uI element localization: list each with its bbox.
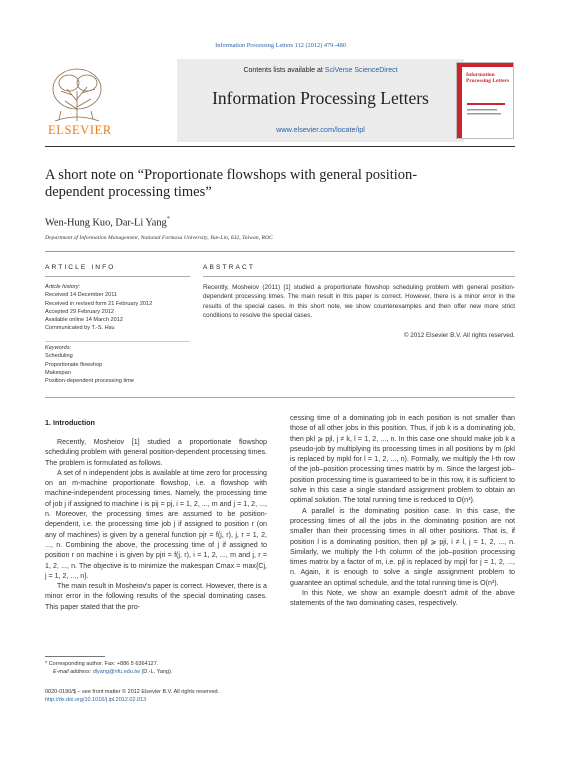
article-history (45, 283, 195, 333)
history-item: Received in revised form 21 February 2012 (45, 300, 153, 307)
article-title: A short note on “Proportionate flowshops with general position-dependent processing times” (45, 167, 418, 200)
contents-prefix: Contents lists available at (243, 67, 325, 74)
paragraph: A set of n independent jobs is available at time zero for processing on an m-machine proportionate flowshop, i.e. a flowshop with machine-independent processing times. Namely, the processing time of job j if assigned to machine i is pij = pj, i = 1, 2, ..., m and j = 1, 2, ..., n. Moreover, the processing times are assumed to be position-dependent, i.e. the processing time job j if assigned to position r (on any of machines) is given by a general function pjr = f(j, r), j, r = 1, 2, ..., n. Combining the above, the processing time of j if assigned to position r on machine i is given by pjri = f(j, r), i = 1, 2, ..., m and j, r = 1, 2, ..., n. The objective is to minimize the makespan Cmax = max{Cj, j = 1, 2, ..., n}. (45, 468, 267, 580)
article-info-rule (45, 276, 190, 277)
keywords-rule (45, 341, 190, 342)
history-item: Accepted 29 February 2012 (45, 308, 115, 315)
email-label: E-mail address: (53, 669, 92, 676)
keyword: Position-dependent processing time (45, 378, 134, 385)
history-label: Article history: (45, 284, 81, 290)
author-names: Wen-Hung Kuo, Dar-Li Yang (45, 217, 167, 229)
sciencedirect-link[interactable]: SciVerse ScienceDirect (324, 67, 398, 74)
article-info-heading: ARTICLE INFO (45, 264, 116, 271)
paragraph: cessing time of a dominating job in each position is not smaller than those of all other jobs in this position. Thus, if job k is a dominating job, then pkl ⩾ pjl, j ≠ k, l = 1, 2, ..., n. In this case one should make job k a pseudo-job by multiplying its processing times in all positions by m (pkl is replaced by mpkl for l = 1, 2, ..., n). Formally, we multiply the l-th row of the job–position processing times matrix by m. Since the largest job–position processing time is guaranteed to be in this row, it is sufficient to solve in this case a single standard assignment problem to obtain an optimal solution. The total running time is reduced to O(n³). (290, 414, 515, 505)
keywords (45, 344, 195, 385)
divider (45, 251, 515, 252)
abstract-rule (203, 276, 515, 277)
keyword: Makespan (45, 369, 71, 376)
history-item: Communicated by T.-S. Hsu (45, 325, 115, 332)
footnote (45, 660, 267, 677)
section-heading: 1. Introduction (45, 418, 95, 427)
page-footer (45, 688, 345, 705)
cover-title: Information Processing Letters (466, 72, 510, 84)
paragraph: A parallel is the dominating position case. In this case, the processing times of all the jobs in the dominating position are not smaller than their processing times in all other positions. That is, if position l is a dominating position, then pjl ⩾ pji, i ≠ l, j = 1, 2, ..., n. Similarly, we multiply the l-th column of the job–position processing times matrix by a factor of m, i.e. pjl is replaced by mpjl for j = 1, 2, ..., n. Again, it is enough to solve a single assignment problem to guarantee an optimal schedule, and the total running time is O(n³). (290, 506, 515, 587)
abstract-heading: ABSTRACT (203, 264, 255, 271)
body-column-right (290, 413, 515, 609)
journal-masthead (47, 59, 513, 142)
body-column-left (45, 437, 267, 612)
paragraph: The main result in Mosheiov's paper is correct. However, there is a minor error in the following results of the special dominating cases. This paper stated that the pro- (45, 582, 267, 611)
email-line (45, 668, 267, 676)
corresponding-author-mark[interactable]: * (166, 215, 171, 223)
history-item: Received 14 December 2011 (45, 292, 118, 299)
abstract-text: Recently, Mosheiov (2011) [1] studied a proportionate flowshop scheduling problem with general position-dependent processing times. The main result in this paper is correct. However, there is a minor error in the results of the special cases. In this short note, we show counterexamples and then offer new more strict conditions to resolve the special cases. (203, 284, 515, 319)
journal-cover-thumbnail (456, 62, 514, 139)
doi-link[interactable]: http://dx.doi.org/10.1016/j.ipl.2012.02.013 (45, 697, 147, 704)
history-item: Available online 14 March 2012 (45, 317, 123, 324)
journal-url-link[interactable]: www.elsevier.com/locate/ipl (276, 125, 365, 134)
affiliation: Department of Information Management, National Formosa University, Yun-Lin, 632, Taiwan, ROC (45, 235, 273, 241)
divider (45, 397, 515, 398)
journal-title: Information Processing Letters (212, 88, 429, 108)
paragraph: Recently, Mosheiov [1] studied a proportionate flowshop scheduling problem with general position-dependent processing times. The problem is formulated as follows. (45, 438, 267, 467)
elsevier-wordmark: ELSEVIER (48, 123, 112, 137)
keyword: Scheduling (45, 353, 73, 360)
footnote-rule (45, 656, 105, 657)
contents-line (177, 67, 464, 74)
email-name: (D.-L. Yang). (141, 669, 173, 676)
paragraph: In this Note, we show an example doesn't admit of the above statements of the two dominating cases, respectively. (290, 589, 515, 608)
abstract-copyright: © 2012 Elsevier B.V. All rights reserved. (403, 332, 515, 339)
corresponding-author-note: * Corresponding author. Fax: +886 5 6364127. (45, 661, 159, 667)
author-line (45, 215, 170, 228)
header-rule (45, 146, 515, 147)
email-link[interactable]: dlyang@nfu.edu.tw (92, 669, 140, 676)
keywords-label: Keywords: (45, 345, 72, 351)
keyword: Proportionate flowshop (45, 361, 103, 368)
issn-line: 0020-0190/$ – see front matter © 2012 Elsevier B.V. All rights reserved. (45, 689, 220, 695)
journal-reference: Information Processing Letters 112 (2012) 479–480 (215, 42, 346, 49)
